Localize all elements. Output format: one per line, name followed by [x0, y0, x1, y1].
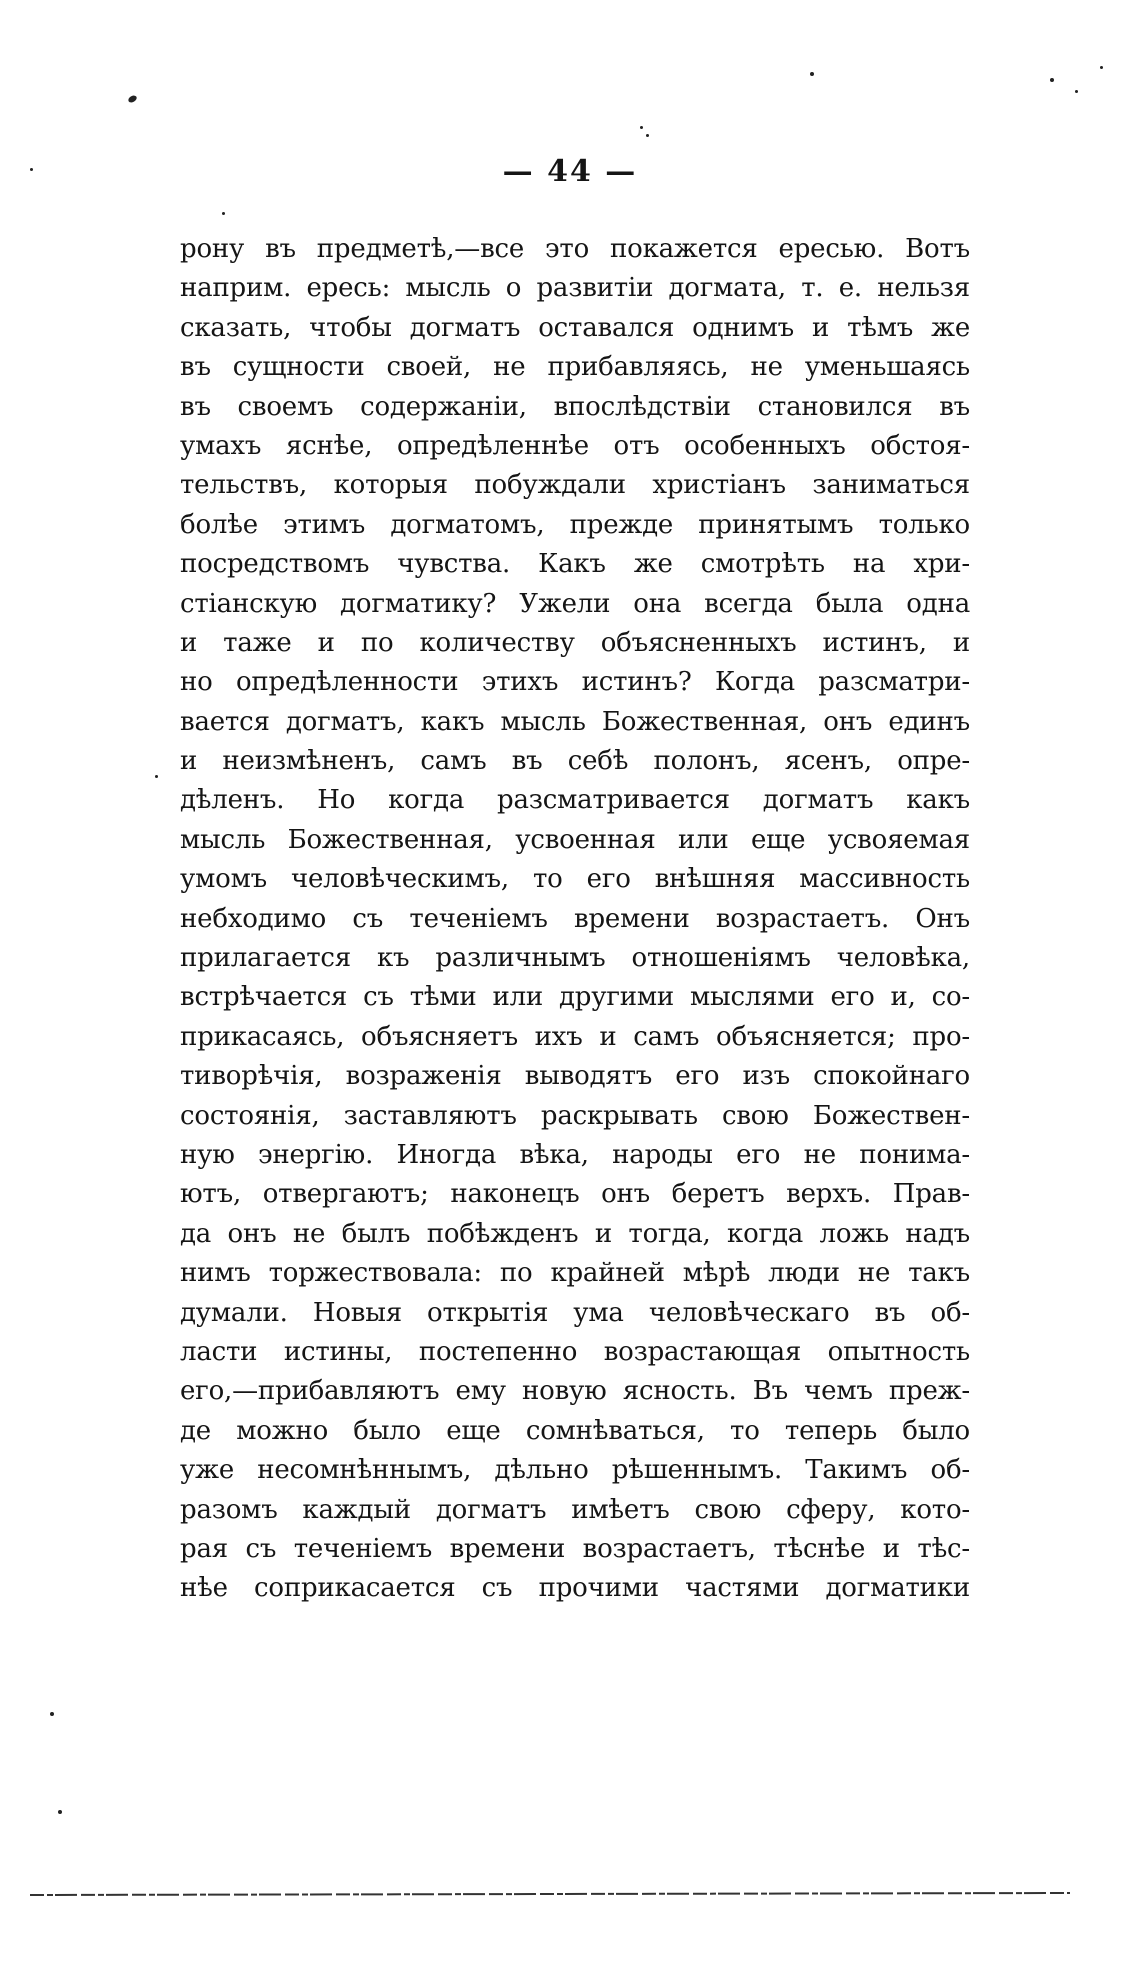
text-line: думали. Новыя открытія ума человѣческаго въ об- [180, 1297, 970, 1328]
body-text [180, 230, 970, 1609]
bottom-scan-edge [30, 1892, 1070, 1897]
text-line: въ сущности своей, не прибавляясь, не уменьшаясь [180, 352, 970, 383]
text-line: нѣе соприкасается съ прочими частями догматики [180, 1573, 970, 1604]
text-line: умахъ яснѣе, опредѣленнѣе отъ особенныхъ обстоя- [180, 430, 970, 461]
text-line: прикасаясь, объясняетъ ихъ и самъ объясняется; про- [180, 1021, 970, 1052]
scan-speck [127, 94, 138, 104]
scan-speck [810, 72, 814, 76]
text-line: но опредѣленности этихъ истинъ? Когда разсматри- [180, 667, 970, 698]
text-line: болѣе этимъ догматомъ, прежде принятымъ только [180, 509, 970, 540]
text-line: ную энергію. Иногда вѣка, народы его не понима- [180, 1139, 970, 1170]
text-line: разомъ каждый догматъ имѣетъ свою сферу, кото- [180, 1494, 970, 1525]
text-line: рону въ предметѣ,—все это покажется ересью. Вотъ [180, 234, 970, 264]
text-line: и таже и по количеству объясненныхъ истинъ, и [180, 627, 970, 658]
text-line: ласти истины, постепенно возрастающая опытность [180, 1336, 970, 1367]
text-line: да онъ не былъ побѣжденъ и тогда, когда ложь надъ [180, 1218, 970, 1249]
text-line: посредствомъ чувства. Какъ же смотрѣть на хри- [180, 549, 970, 580]
scan-speck [58, 1810, 62, 1814]
text-line: его,—прибавляютъ ему новую ясность. Въ чемъ преж- [180, 1376, 970, 1407]
text-line: рая съ теченіемъ времени возрастаетъ, тѣснѣе и тѣс- [180, 1533, 970, 1564]
text-line: небходимо съ теченіемъ времени возрастаетъ. Онъ [180, 903, 970, 934]
scan-speck [50, 1712, 54, 1716]
page-number: — 44 — [502, 154, 638, 189]
scan-speck [1100, 66, 1103, 69]
text-line: тиворѣчія, возраженія выводятъ его изъ спокойнаго [180, 1061, 970, 1092]
text-line: въ своемъ содержаніи, впослѣдствіи становился въ [180, 391, 970, 422]
text-line: вается догматъ, какъ мысль Божественная, онъ единъ [180, 706, 970, 737]
text-line: нимъ торжествовала: по крайней мѣрѣ люди не такъ [180, 1258, 970, 1289]
text-line: состоянія, заставляютъ раскрывать свою Божествен- [180, 1100, 970, 1131]
text-line: ютъ, отвергаютъ; наконецъ онъ беретъ верхъ. Прав- [180, 1179, 970, 1210]
text-line: прилагается къ различнымъ отношеніямъ человѣка, [180, 943, 970, 974]
text-line: встрѣчается съ тѣми или другими мыслями его и, со- [180, 982, 970, 1013]
scan-speck [646, 134, 649, 137]
text-line: умомъ человѣческимъ, то его внѣшняя массивность [180, 864, 970, 895]
text-line: уже несомнѣннымъ, дѣльно рѣшеннымъ. Такимъ об- [180, 1455, 970, 1486]
text-line: мысль Божественная, усвоенная или еще усвояемая [180, 824, 970, 855]
scan-speck [1050, 78, 1054, 82]
text-line: сказать, чтобы догматъ оставался однимъ и тѣмъ же [180, 312, 970, 343]
text-line: стіанскую догматику? Ужели она всегда была одна [180, 588, 970, 619]
scan-speck [1075, 90, 1078, 93]
scan-speck [640, 126, 643, 129]
text-line: тельствъ, которыя побуждали христіанъ заниматься [180, 470, 970, 501]
text-line: наприм. ересь: мысль о развитіи догмата, т. е. нельзя [180, 273, 970, 304]
scan-speck [155, 775, 158, 778]
text-line: дѣленъ. Но когда разсматривается догматъ какъ [180, 785, 970, 816]
scan-speck [222, 212, 225, 215]
scan-edge-line [30, 1892, 1070, 1897]
text-line: и неизмѣненъ, самъ въ себѣ полонъ, ясенъ, опре- [180, 746, 970, 777]
text-line: де можно было еще сомнѣваться, то теперь было [180, 1415, 970, 1446]
